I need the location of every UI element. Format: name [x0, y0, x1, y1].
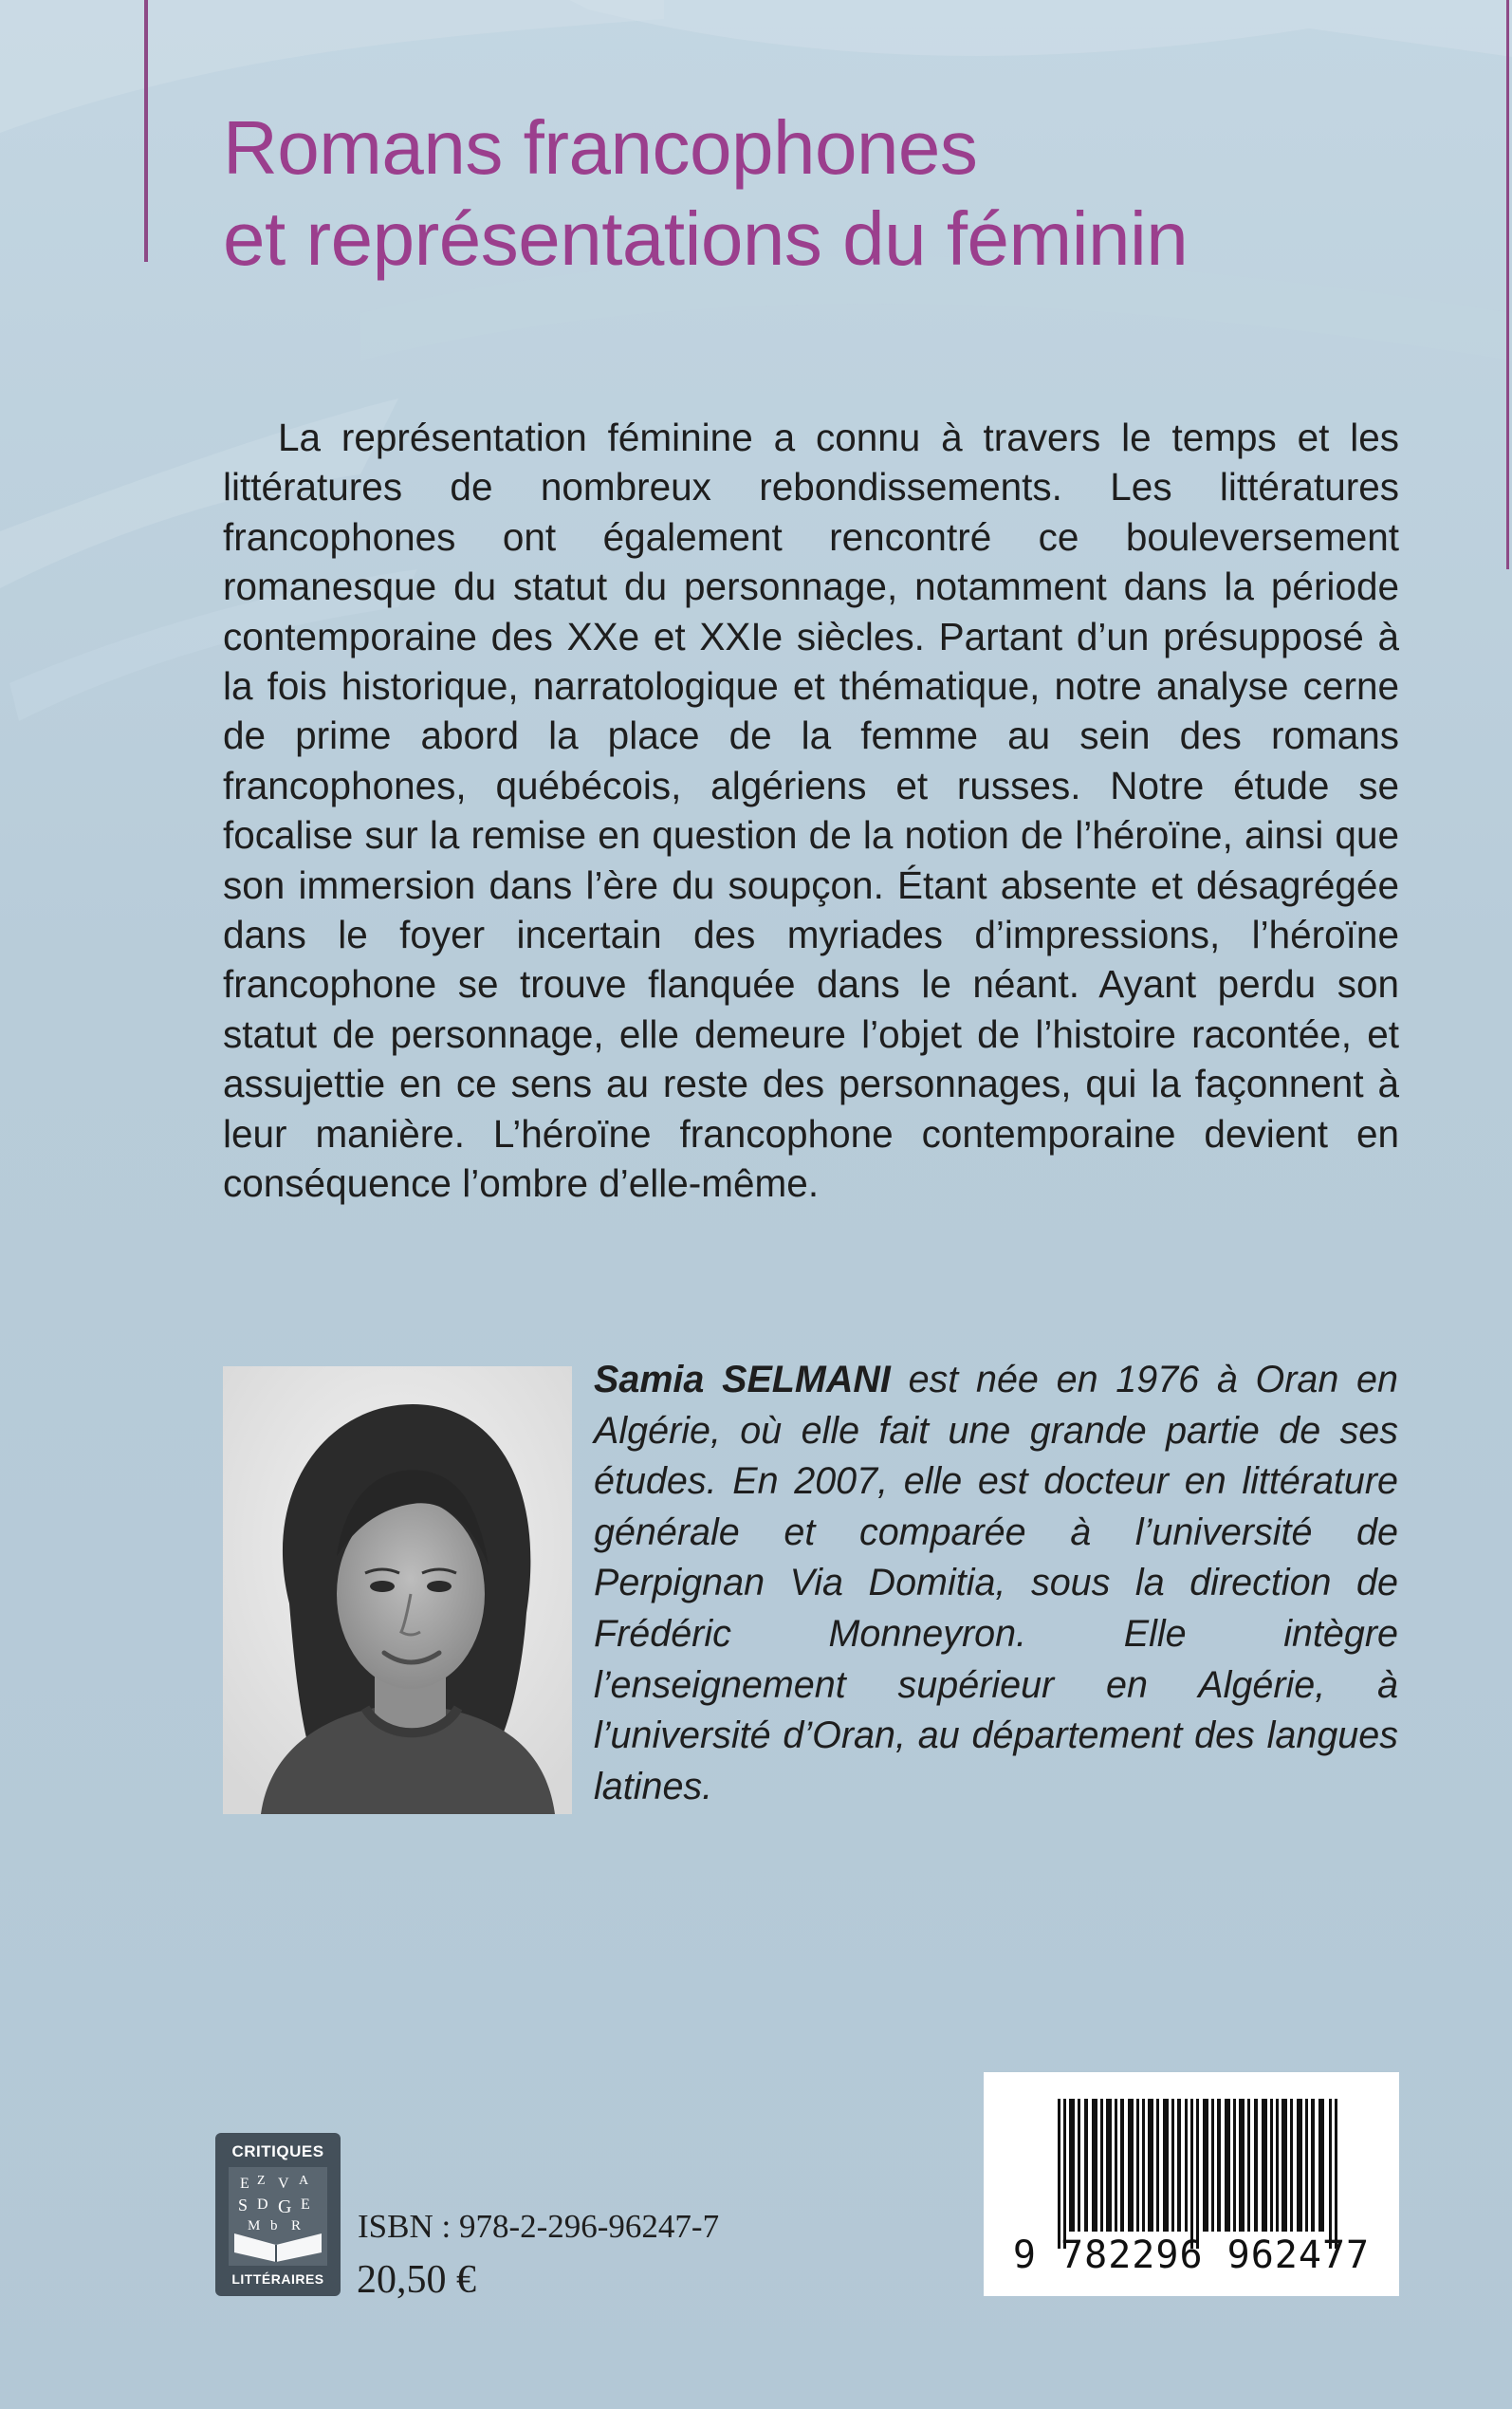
svg-text:V: V: [278, 2176, 289, 2192]
series-logo-top-label: CRITIQUES: [231, 2142, 324, 2160]
author-bio: [594, 1355, 1398, 1812]
author-photo: [223, 1366, 572, 1814]
svg-text:b: b: [270, 2218, 278, 2233]
title-accent-rule: [144, 0, 148, 262]
barcode-bars-icon: [1058, 2099, 1342, 2249]
book-title: [223, 102, 1409, 285]
open-book-letters-icon: [229, 2167, 327, 2266]
spine-edge-rule: [1506, 0, 1509, 569]
title-line-2: et représentations du féminin: [223, 196, 1189, 281]
isbn-text: ISBN : 978-2-296-96247-7: [358, 2208, 720, 2245]
svg-text:A: A: [299, 2174, 309, 2188]
svg-text:M: M: [248, 2218, 261, 2233]
author-name: Samia SELMANI: [594, 1359, 891, 1400]
svg-text:D: D: [257, 2196, 268, 2213]
svg-text:S: S: [238, 2196, 249, 2214]
barcode-number: 9 782296 962477: [1012, 2233, 1371, 2277]
title-line-1: Romans francophones: [223, 105, 978, 190]
svg-text:Z: Z: [257, 2174, 266, 2188]
svg-text:E: E: [301, 2196, 310, 2213]
price-text: 20,50 €: [357, 2258, 476, 2302]
author-portrait-icon: [223, 1366, 572, 1814]
author-bio-text: est née en 1976 à Oran en Algérie, où elle fait une grande partie de ses études. En 2007, elle est docteur en littérature générale et comparée à l’université de Perpignan Via Domitia, sous la direction de Frédéric Monneyron. Elle intègre l’enseignement supérieur en Algérie, à l’université d’Oran, au département des langues latines.: [594, 1359, 1398, 1807]
svg-text:R: R: [291, 2218, 302, 2233]
series-logo: [215, 2133, 341, 2296]
svg-text:E: E: [240, 2176, 249, 2192]
book-summary: La représentation féminine a connu à travers le temps et les littératures de nombreux rebondissements. Les littératures francophones ont également rencontré ce bouleversement romanesque du statut du personnage, notamment dans la période contemporaine des XXe et XXIe siècles. Partant d’un présupposé à la fois historique, narratologique et thématique, notre analyse cerne de prime abord la place de la femme au sein des romans francophones, québécois, algériens et russes. Notre étude se focalise sur la remise en question de la notion de l’héroïne, ainsi que son immersion dans l’ère du soupçon. Étant absente et désagrégée dans le foyer incertain des myriades d’impressions, l’héroïne francophone se trouve flanquée dans le néant. Ayant perdu son statut de personnage, elle demeure l’objet de l’histoire racontée, et assujettie en ce sens au reste des personnages, qui la façonnent à leur manière. L’héroïne francophone contemporaine devient en conséquence l’ombre d’elle-même.: [223, 416, 1399, 1206]
barcode: [984, 2072, 1399, 2296]
series-logo-bottom-label: LITTÉRAIRES: [231, 2271, 324, 2287]
svg-text:G: G: [278, 2196, 292, 2217]
